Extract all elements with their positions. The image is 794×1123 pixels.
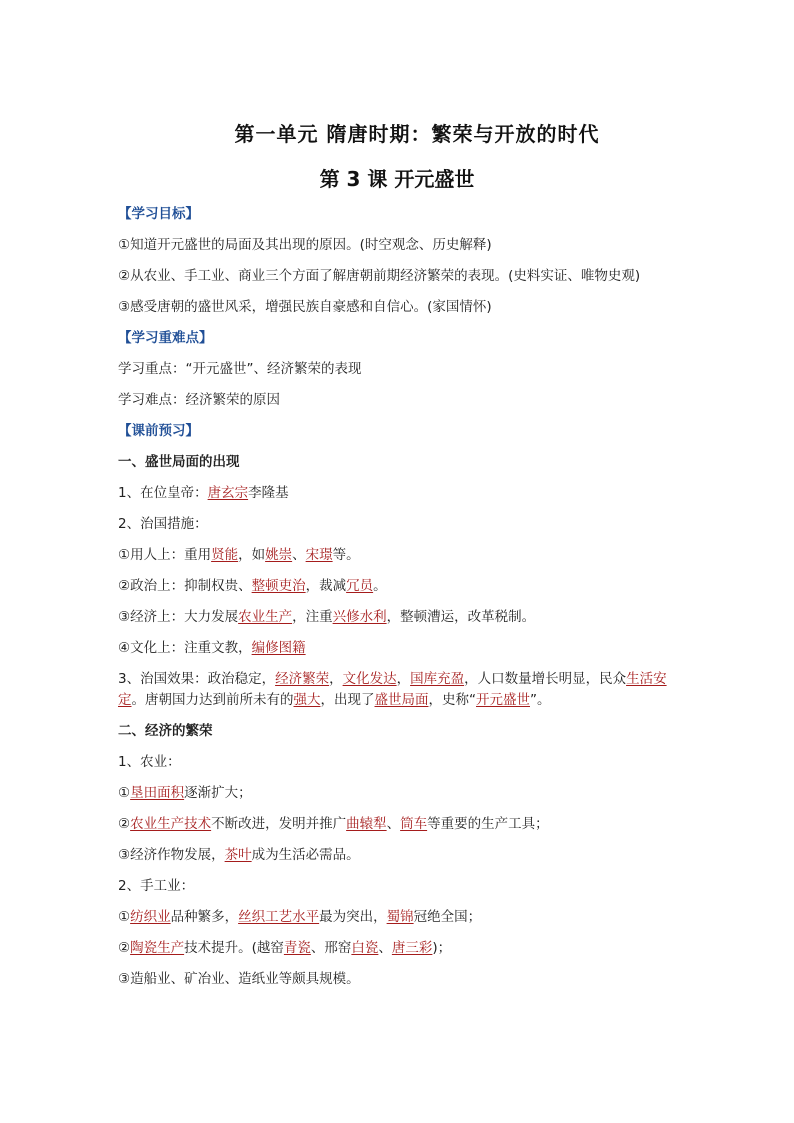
measure-culture <box>118 638 688 659</box>
key-focus: 学习重点：“开元盛世”、经济繁荣的表现 <box>118 361 362 377</box>
measure-personnel <box>118 545 688 566</box>
answer-blank: 蜀锦 <box>386 909 414 925</box>
text: ② <box>118 816 131 832</box>
preview-heading: 【课前预习】 <box>118 423 199 439</box>
answer-blank: 开元盛世 <box>476 692 530 708</box>
text: ②政治上：抑制权贵、 <box>118 578 252 594</box>
answer-blank: 农业生产技术 <box>130 816 212 832</box>
lesson-title: 第 3 课 开元盛世 <box>319 167 475 191</box>
keypoints-heading: 【学习重难点】 <box>118 330 213 346</box>
text: 逐渐扩大； <box>184 785 252 801</box>
text: ， <box>396 671 411 687</box>
hand-item-3: ③造船业、矿冶业、造纸业等颇具规模。 <box>118 971 360 987</box>
answer-blank: 盛世局面 <box>374 692 429 708</box>
text: 、 <box>386 816 401 832</box>
text: 李隆基 <box>248 485 289 501</box>
text: ③经济上：大力发展 <box>118 609 239 625</box>
goal-item-2: ②从农业、手工业、商业三个方面了解唐朝前期经济繁荣的表现。(史料实证、唯物史观) <box>118 268 641 284</box>
answer-blank: 文化发达 <box>342 671 397 687</box>
text: 成为生活必需品。 <box>251 847 360 863</box>
text: ① <box>118 909 131 925</box>
text: ， <box>329 671 343 687</box>
goal-item-1: ①知道开元盛世的局面及其出现的原因。(时空观念、历史解释) <box>118 237 492 253</box>
answer-blank: 茶叶 <box>224 847 252 863</box>
text: 技术提升。(越窑 <box>184 940 284 956</box>
hand-item-2 <box>118 938 688 959</box>
text: 。 <box>373 578 387 594</box>
answer-blank: 国库充盈 <box>410 671 465 687</box>
answer-blank: 冗员 <box>346 578 374 594</box>
text: ③经济作物发展， <box>118 847 225 863</box>
answer-blank: 唐三彩 <box>391 940 433 956</box>
answer-blank: 曲辕犁 <box>346 816 387 832</box>
text: ①用人上：重用 <box>118 547 212 563</box>
text: ，整顿漕运，改革税制。 <box>386 609 536 625</box>
text: ”。 <box>530 692 551 708</box>
answer-blank: 陶瓷生产 <box>130 940 185 956</box>
answer-blank: 唐玄宗 <box>207 485 249 501</box>
goals-heading: 【学习目标】 <box>118 206 199 222</box>
text: )； <box>432 940 452 956</box>
part2-title: 二、经济的繁荣 <box>118 723 213 739</box>
text: 3、治国效果：政治稳定， <box>118 671 276 687</box>
part1-title: 一、盛世局面的出现 <box>118 454 240 470</box>
answer-blank: 经济繁荣 <box>275 671 330 687</box>
answer-blank: 生活安定 <box>118 671 667 708</box>
key-difficulty: 学习难点：经济繁荣的原因 <box>118 392 280 408</box>
text: ，出现了 <box>320 692 375 708</box>
text: ① <box>118 785 131 801</box>
text: 等。 <box>332 547 360 563</box>
text: ② <box>118 940 131 956</box>
text: 品种繁多， <box>170 909 239 925</box>
unit-title: 第一单元 隋唐时期：繁荣与开放的时代 <box>234 122 600 146</box>
answer-blank: 白瓷 <box>351 940 379 956</box>
answer-blank: 编修图籍 <box>251 640 306 656</box>
answer-blank: 垦田面积 <box>130 785 185 801</box>
agriculture-title: 1、农业： <box>118 754 181 770</box>
text: 冠绝全国； <box>413 909 482 925</box>
answer-blank: 兴修水利 <box>332 609 387 625</box>
emperor-line <box>118 483 688 504</box>
text: 1、在位皇帝： <box>118 485 208 501</box>
text: 不断改进，发明并推广 <box>211 816 347 832</box>
measure-politics <box>118 576 688 597</box>
text: ，如 <box>238 547 266 563</box>
agri-item-2 <box>118 814 688 835</box>
answer-blank: 农业生产 <box>238 609 293 625</box>
agri-item-3 <box>118 845 688 866</box>
agri-item-1 <box>118 783 688 804</box>
handicraft-title: 2、手工业： <box>118 878 195 894</box>
text: 。唐朝国力达到前所未有的 <box>131 692 294 708</box>
text: 、邢窑 <box>310 940 352 956</box>
answer-blank: 强大 <box>293 692 321 708</box>
answer-blank: 筒车 <box>400 816 428 832</box>
measures-title: 2、治国措施： <box>118 516 208 532</box>
hand-item-1 <box>118 907 688 928</box>
text: ④文化上：注重文教， <box>118 640 252 656</box>
governance-effect <box>118 669 688 711</box>
answer-blank: 整顿吏治 <box>251 578 306 594</box>
text: ，人口数量增长明显，民众 <box>464 671 627 687</box>
goal-item-3: ③感受唐朝的盛世风采，增强民族自豪感和自信心。(家国情怀) <box>118 299 492 315</box>
text: 、 <box>378 940 392 956</box>
text: 最为突出， <box>319 909 387 925</box>
text: 等重要的生产工具； <box>427 816 549 832</box>
answer-blank: 丝织工艺水平 <box>238 909 320 925</box>
document-body <box>118 204 688 1000</box>
text: ，注重 <box>292 609 333 625</box>
answer-blank: 姚崇 <box>265 547 293 563</box>
text: ，史称“ <box>428 692 476 708</box>
answer-blank: 宋璟 <box>305 547 333 563</box>
text: ，裁减 <box>305 578 347 594</box>
answer-blank: 纺织业 <box>130 909 171 925</box>
text: 、 <box>292 547 306 563</box>
measure-economy <box>118 607 688 628</box>
answer-blank: 贤能 <box>211 547 239 563</box>
answer-blank: 青瓷 <box>283 940 311 956</box>
